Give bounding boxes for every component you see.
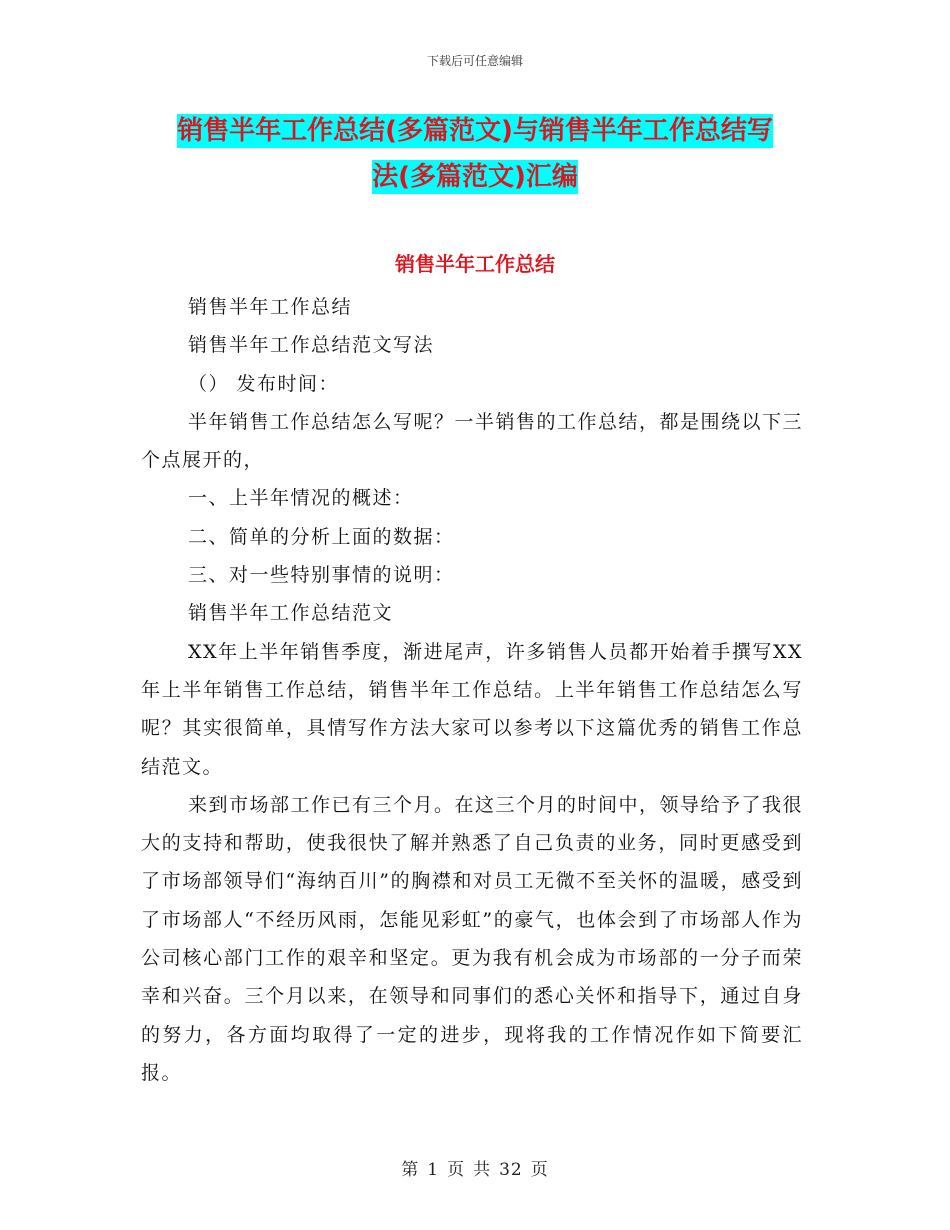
paragraph: 来到市场部工作已有三个月。在这三个月的时间中，领导给予了我很大的支持和帮助，使我很快了解并熟悉了自己负责的业务，同时更感受到了市场部领导们“海纳百川”的胸襟和对员工无微不至关怀的温暖，感受到了市场部人“不经历风雨，怎能见彩虹”的豪气，也体会到了市场部人作为公司核心部门工作的艰辛和坚定。更为我有机会成为市场部的一分子而荣幸和兴奋。三个月以来，在领导和同事们的悉心关怀和指导下，通过自身的努力，各方面均取得了一定的进步，现将我的工作情况作如下简要汇报。	[141, 793, 804, 1084]
document-title	[140, 108, 810, 200]
title-line-1: 销售半年工作总结(多篇范文)与销售半年工作总结写	[177, 116, 773, 146]
footer-suffix: 页	[530, 1160, 549, 1180]
total-pages: 32	[499, 1160, 523, 1180]
paragraph: 二、简单的分析上面的数据：	[188, 525, 455, 548]
paragraph: 三、对一些特别事情的说明：	[188, 564, 455, 587]
title-line-2: 法(多篇范文)汇编	[372, 162, 578, 192]
paragraph: （） 发布时间：	[188, 372, 340, 395]
page-number: 1	[427, 1160, 440, 1180]
paragraph: 销售半年工作总结范文	[188, 602, 394, 625]
footer-total-prefix: 共	[473, 1160, 492, 1180]
footer-page-word: 页	[447, 1160, 466, 1180]
footer-prefix: 第	[401, 1160, 420, 1180]
paragraph: 销售半年工作总结	[188, 296, 353, 318]
paragraph: XX年上半年销售季度，渐进尾声，许多销售人员都开始着手撰写XX年上半年销售工作总结，销售半年工作总结。上半年销售工作总结怎么写呢？其实很简单，具情写作方法大家可以参考以下这篇优秀的销售工作总结范文。	[141, 640, 803, 778]
paragraph: 半年销售工作总结怎么写呢？一半销售的工作总结，都是围绕以下三个点展开的，	[141, 410, 804, 472]
page-header: 下载后可任意编辑	[426, 54, 523, 68]
document-body	[141, 288, 803, 1092]
paragraph: 一、上半年情况的概述：	[188, 487, 414, 510]
paragraph: 销售半年工作总结范文写法	[188, 334, 435, 357]
page-footer	[0, 1155, 950, 1180]
section-title: 销售半年工作总结	[395, 252, 555, 276]
